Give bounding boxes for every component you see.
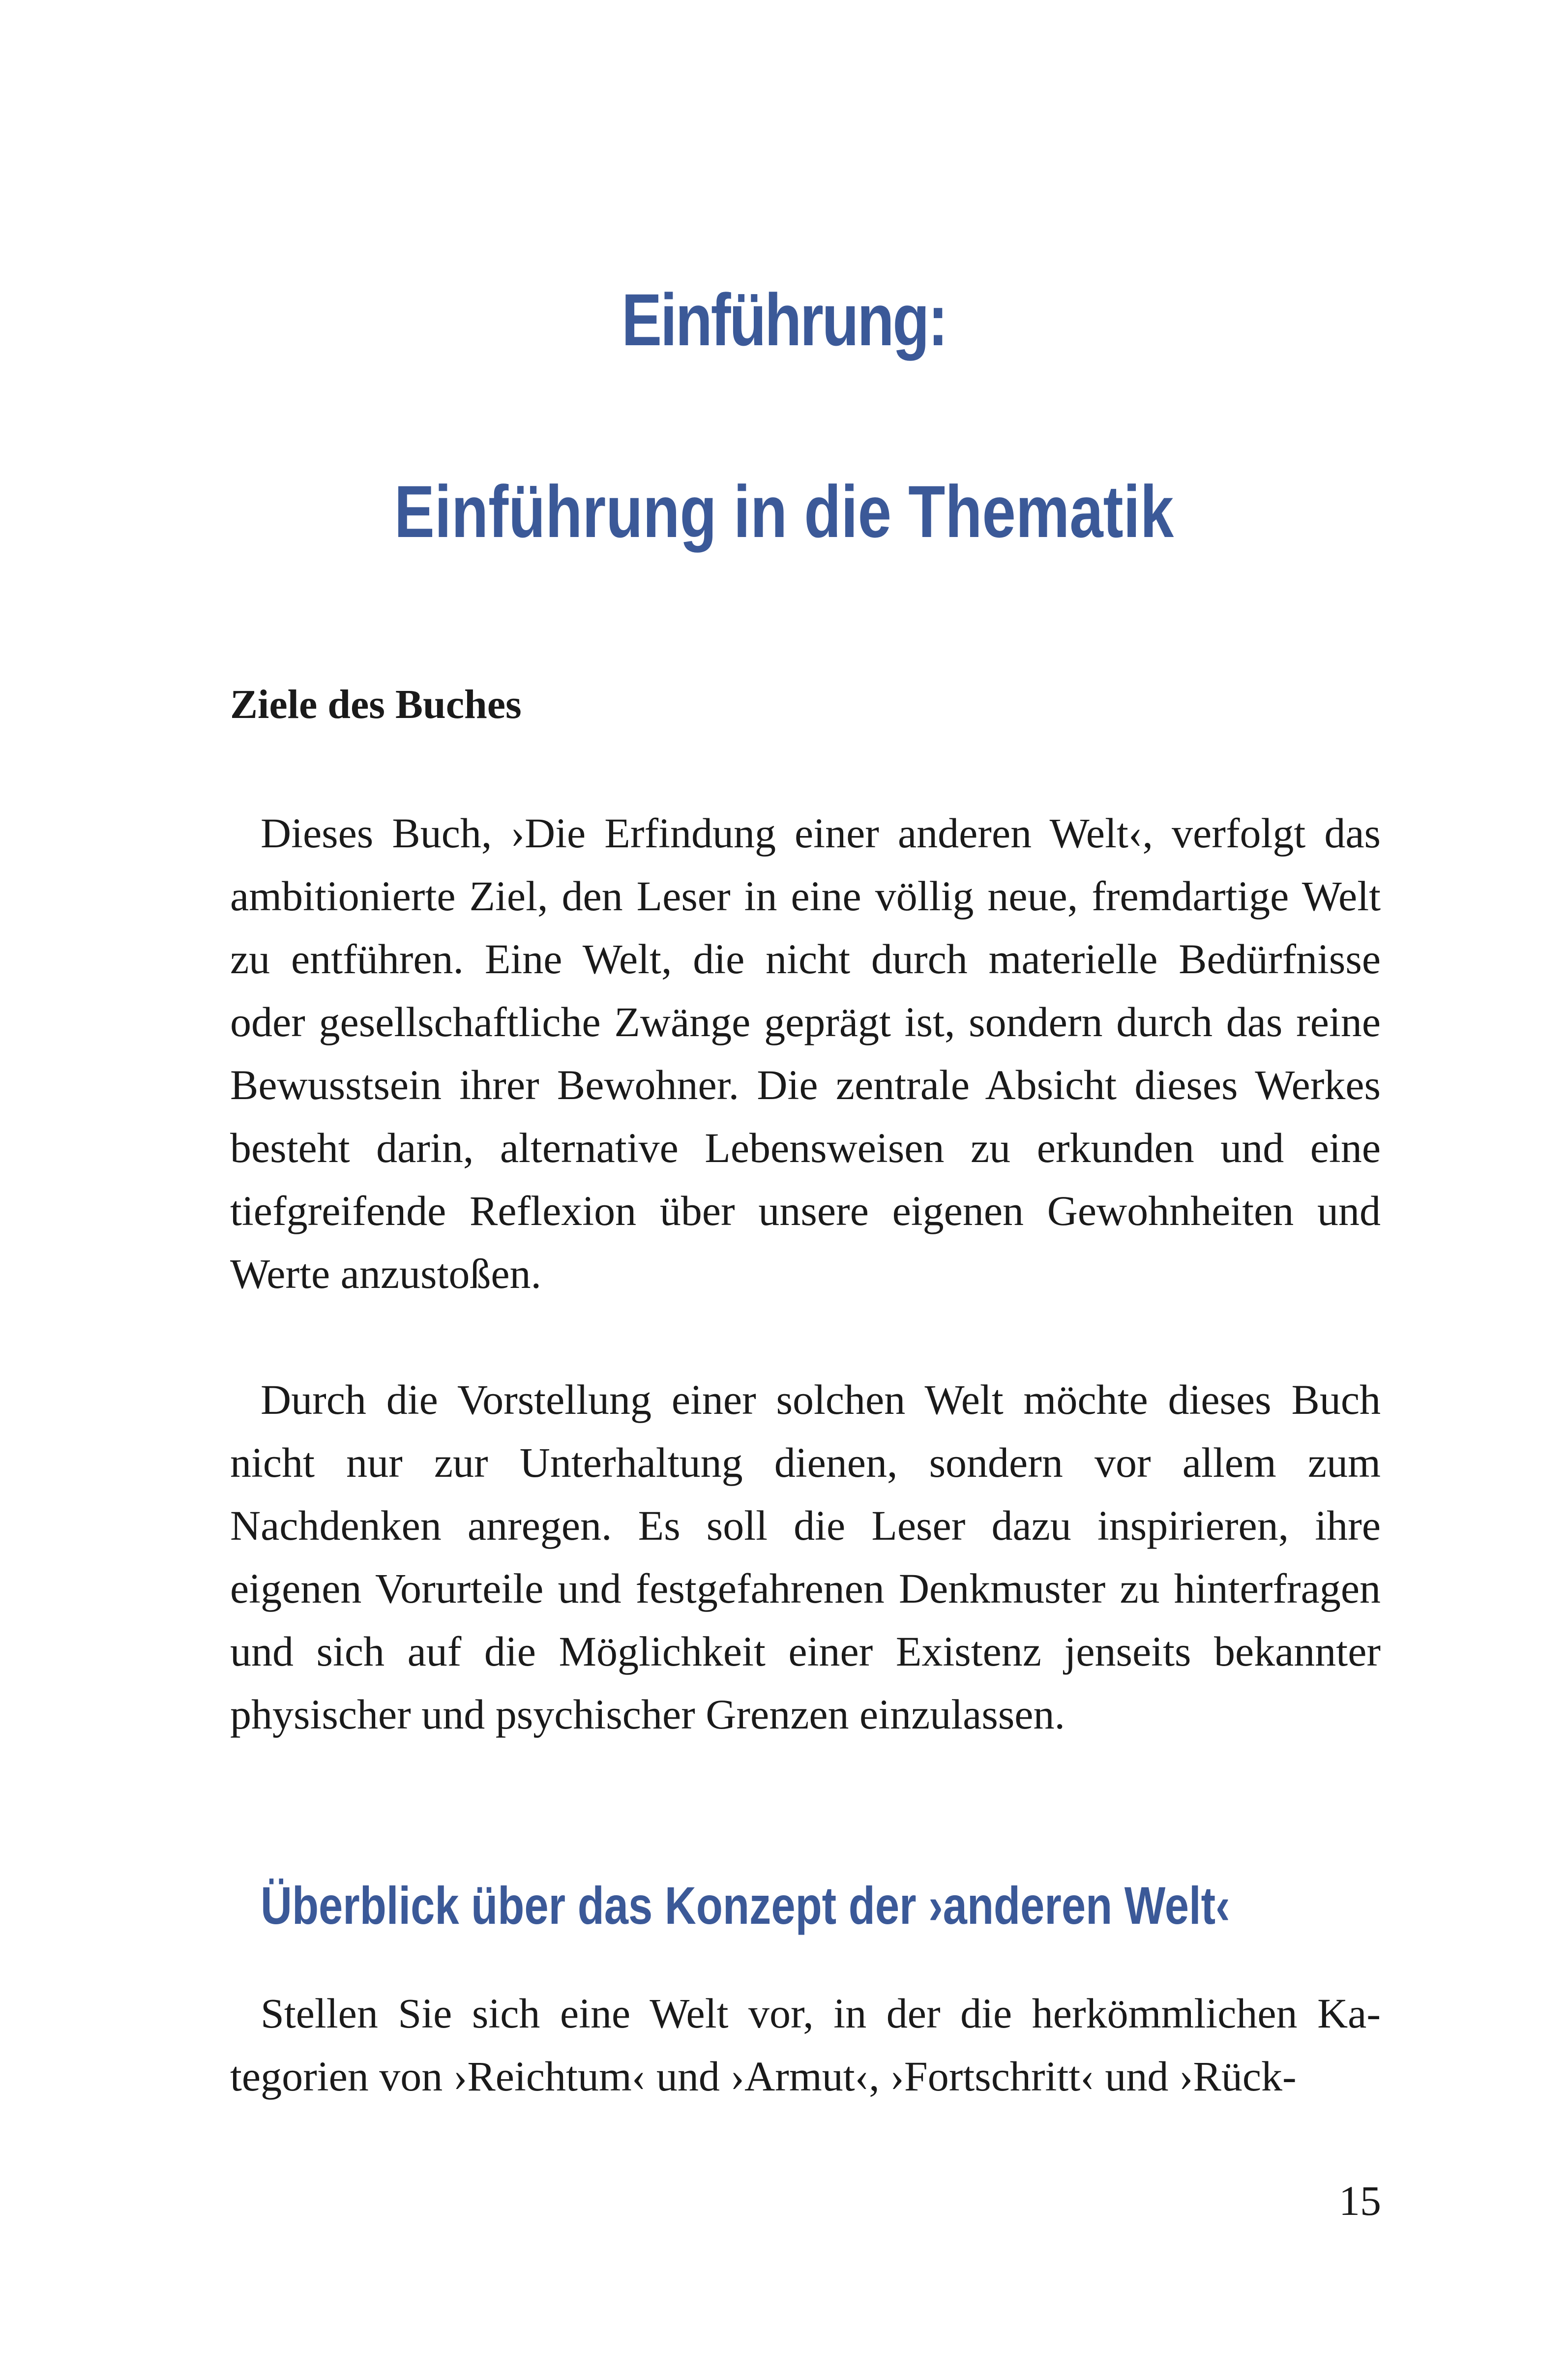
body-paragraph-1: Dieses Buch, ›Die Erfindung einer anderen Welt‹, verfolgt das ambitionierte Ziel, den Leser in eine völlig neue, fremdartige Welt zu entführen. Eine Welt, die nicht durch materielle Bedürfnisse oder gesellschaftliche Zwänge geprägt ist, sondern durch das reine Bewusstsein ihrer Bewohner. Die zentrale Absicht dieses Werkes besteht darin, alternative Lebensweisen zu erkunden und eine tiefgreifende Reflexion über unsere eigenen Gewohnheiten und Werte anzustoßen.: [230, 809, 1381, 1297]
body-paragraph-2: Durch die Vorstellung einer solchen Welt möchte dieses Buch nicht nur zur Unterhaltung dienen, sondern vor allem zum Nachdenken anregen. Es soll die Leser dazu inspirieren, ihre eigenen Vorurteile und festgefahrenen Denkmuster zu hinterfragen und sich auf die Möglichkeit einer Existenz jenseits bekannter physischer und psychischer Grenzen einzulassen.: [230, 1376, 1381, 1738]
body-paragraph-3: Stellen Sie sich eine Welt vor, in der die herkömmlichen Kategorien von ›Reichtum‹ und ›Armut‹, ›Fortschritt‹ und ›Rück-: [230, 1990, 1381, 2100]
subsection-heading: Überblick über das Konzept der ›anderen Welt‹: [261, 1876, 1230, 1935]
section-heading: Ziele des Buches: [230, 682, 522, 727]
chapter-title: Einführung:: [621, 278, 947, 361]
page-number: 15: [1339, 2177, 1381, 2224]
chapter-subtitle: Einführung in die Thematik: [394, 470, 1174, 553]
